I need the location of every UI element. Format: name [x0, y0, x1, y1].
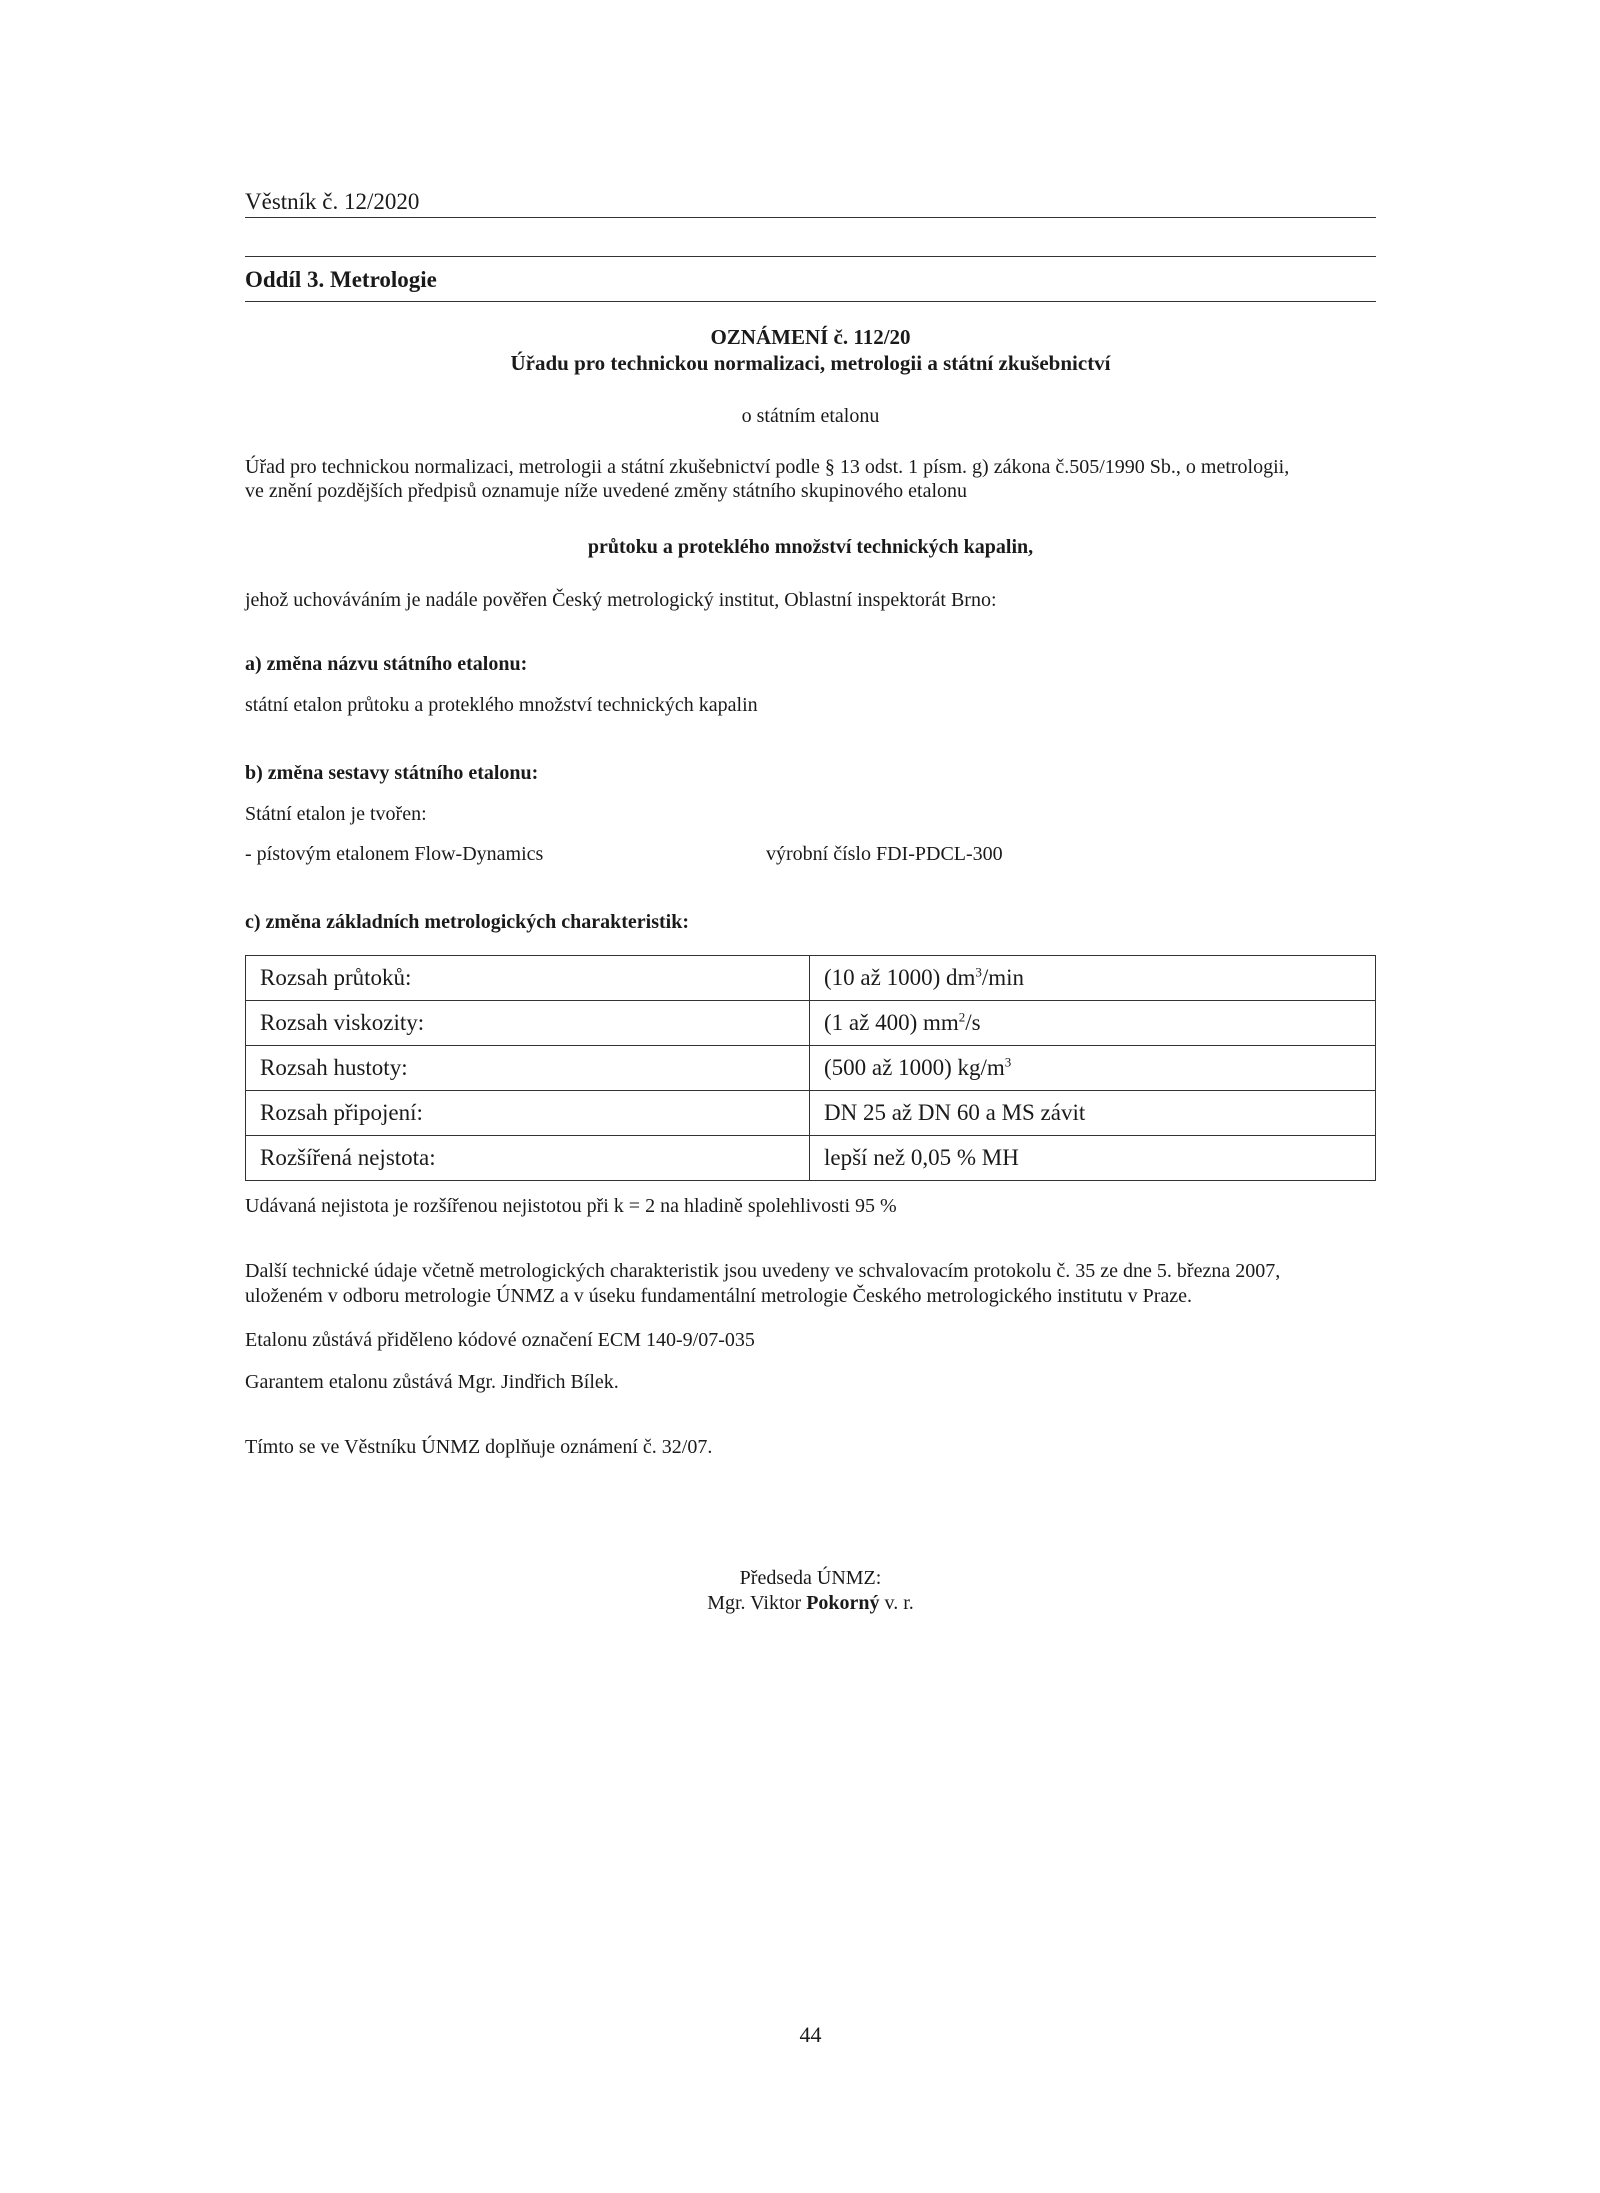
- intro-line-1: Úřad pro technickou normalizaci, metrologii a státní zkušebnictví podle § 13 odst. 1 písm. g) zákona č.505/1990 Sb., o metrologii,: [245, 456, 1290, 478]
- guarantor-line: Garantem etalonu zůstává Mgr. Jindřich Bílek.: [245, 1371, 619, 1393]
- table-row: [246, 1001, 1376, 1046]
- further-line-2: uloženém v odboru metrologie ÚNMZ a v úseku fundamentální metrologie Českého metrologického institutu v Praze.: [245, 1285, 1193, 1307]
- part-b-heading: b) změna sestavy státního etalonu:: [245, 762, 539, 784]
- signature-role: Předseda ÚNMZ:: [739, 1567, 882, 1589]
- page-number: 44: [799, 2022, 822, 2047]
- bulletin-header: Věstník č. 12/2020: [245, 189, 420, 214]
- table-cell-value: (10 až 1000) $dm^3/\min$: [810, 956, 1376, 1001]
- part-b-item: - pístovým etalonem Flow-Dynamics: [245, 843, 544, 865]
- table-row: [246, 1046, 1376, 1091]
- section-top-rule: [245, 256, 1376, 257]
- part-b-serial: výrobní číslo FDI-PDCL-300: [766, 843, 1003, 865]
- notice-issuer: Úřadu pro technickou normalizaci, metrologii a státní zkušebnictví: [510, 351, 1111, 375]
- table-cell-label: Rozsah průtoků:: [246, 956, 810, 1001]
- table-cell-label: Rozšířená nejstota:: [246, 1136, 810, 1181]
- table-cell-label: Rozsah připojení:: [246, 1091, 810, 1136]
- table-cell-value: DN 25 až DN 60 a MS závit: [810, 1091, 1376, 1136]
- part-a-text: státní etalon průtoku a proteklého množství technických kapalin: [245, 694, 758, 716]
- header-rule: [245, 217, 1376, 218]
- table-cell-value: (1 až 400) $mm^2/s$: [810, 1001, 1376, 1046]
- part-b-intro: Státní etalon je tvořen:: [245, 803, 427, 825]
- table-row: [246, 956, 1376, 1001]
- table-cell-label: Rozsah hustoty:: [246, 1046, 810, 1091]
- section-title: Oddíl 3. Metrologie: [245, 267, 437, 292]
- intro-line-2: ve znění pozdějších předpisů oznamuje níže uvedené změny státního skupinového etalonu: [245, 480, 968, 502]
- supplement-line: Tímto se ve Věstníku ÚNMZ doplňuje oznámení č. 32/07.: [245, 1436, 713, 1458]
- custodian-text: jehož uchováváním je nadále pověřen Český metrologický institut, Oblastní inspektorát Brno:: [245, 589, 997, 611]
- table-cell-value: (500 až 1000) $kg/m^3$: [810, 1046, 1376, 1091]
- table-row: [246, 1136, 1376, 1181]
- etalon-name: průtoku a proteklého množství technických kapalin,: [587, 536, 1034, 558]
- characteristics-table: [245, 955, 1376, 1181]
- notice-number: OZNÁMENÍ č. 112/20: [710, 325, 911, 349]
- table-cell-label: Rozsah viskozity:: [246, 1001, 810, 1046]
- table-cell-value: lepší než 0,05 % MH: [810, 1136, 1376, 1181]
- part-a-heading: a) změna názvu státního etalonu:: [245, 653, 528, 675]
- table-row: [246, 1091, 1376, 1136]
- notice-subject: o státním etalonu: [741, 405, 880, 427]
- uncertainty-note: Udávaná nejistota je rozšířenou nejistotou při k = 2 na hladině spolehlivosti 95 %: [245, 1195, 897, 1217]
- signature-name: Mgr. Viktor Pokorný v. r.: [707, 1592, 914, 1614]
- code-line: Etalonu zůstává přiděleno kódové označení ECM 140-9/07-035: [245, 1329, 755, 1351]
- further-line-1: Další technické údaje včetně metrologických charakteristik jsou uvedeny ve schvalovacím protokolu č. 35 ze dne 5. března 2007,: [245, 1260, 1281, 1282]
- section-bottom-rule: [245, 301, 1376, 302]
- part-c-heading: c) změna základních metrologických charakteristik:: [245, 911, 690, 933]
